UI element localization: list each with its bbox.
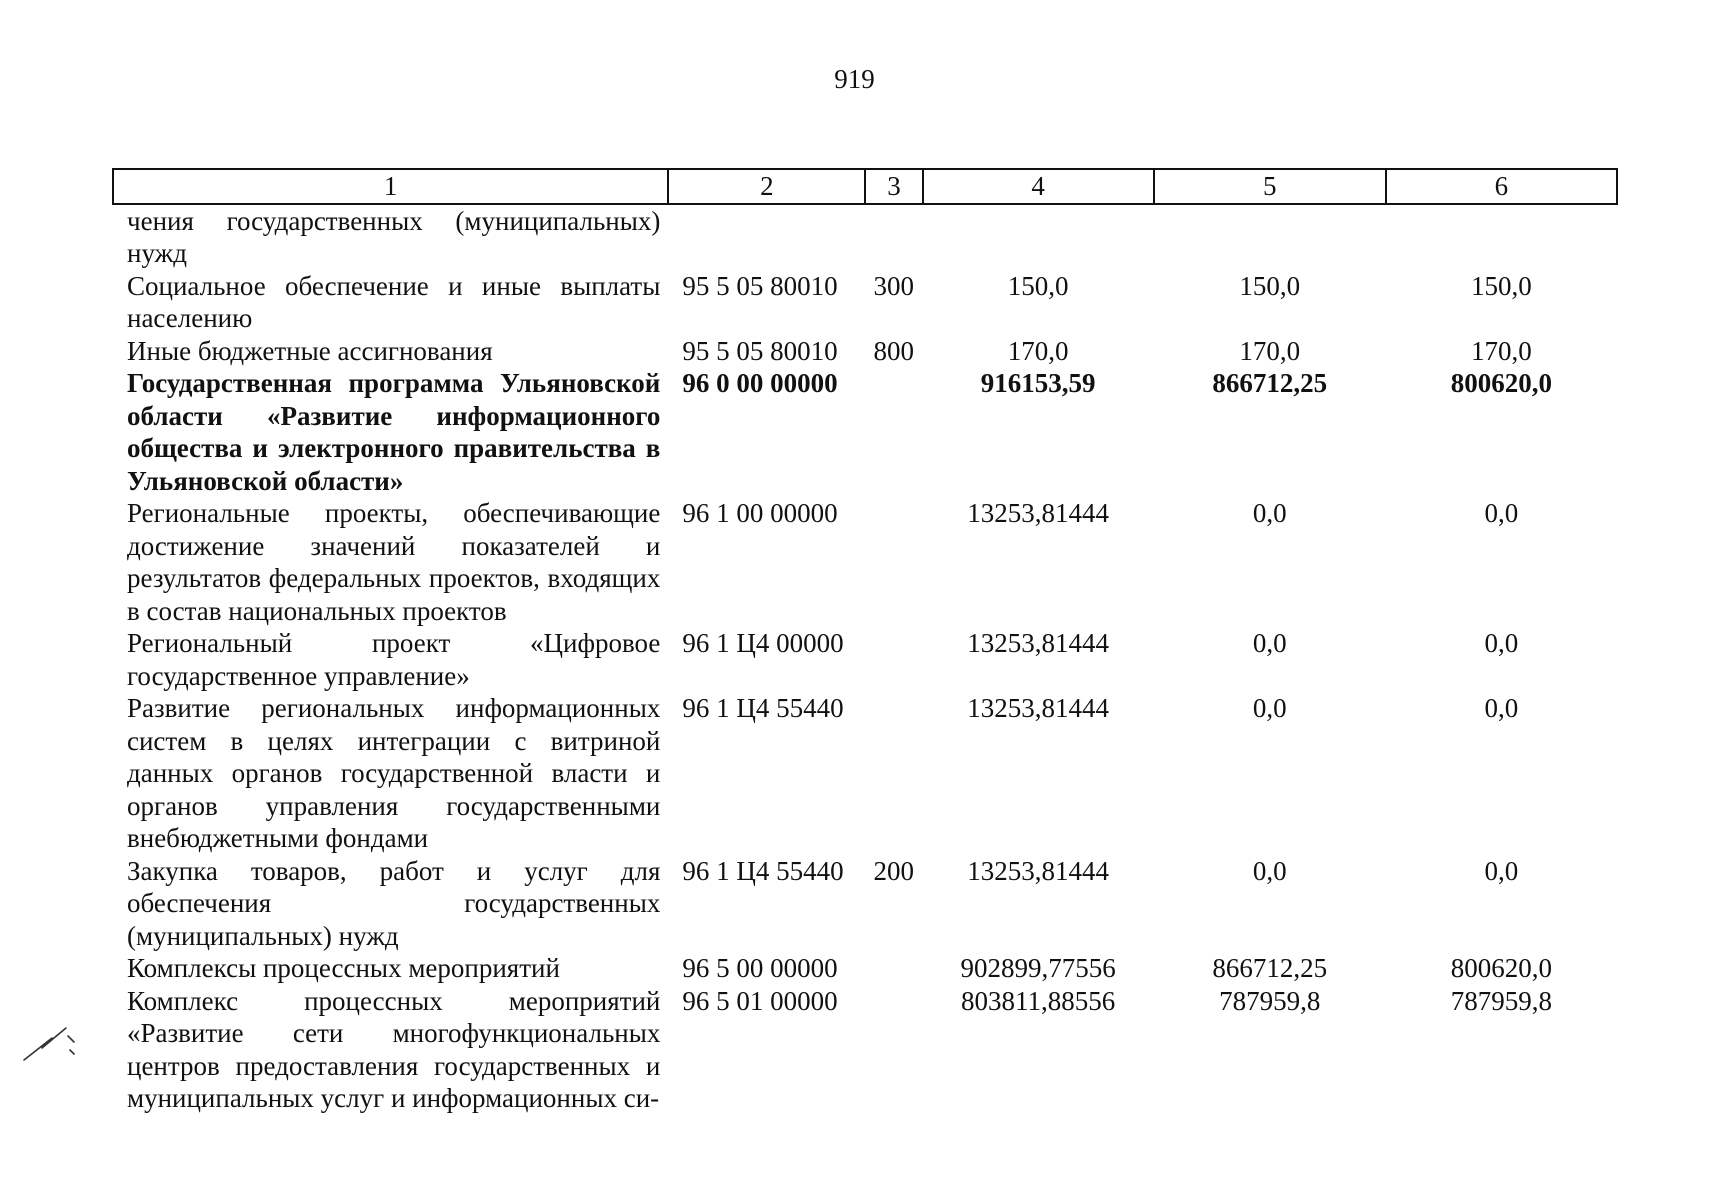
header-col-3: 3 (865, 169, 922, 204)
row-code: 95 5 05 80010 (682, 270, 838, 301)
row-value-4: 902899,77556 (960, 953, 1116, 983)
header-row (113, 169, 1617, 204)
row-value-5: 0,0 (1252, 628, 1287, 658)
table-row (113, 497, 1617, 627)
header-col-1: 1 (113, 169, 668, 204)
table-row (113, 952, 1617, 985)
row-name: Социальное обеспечение и иные выплаты населению (127, 270, 661, 333)
row-value-4: 150,0 (1007, 270, 1069, 301)
table-row (113, 985, 1617, 1115)
row-value-5: 150,0 (1239, 270, 1301, 301)
header-col-2: 2 (668, 169, 865, 204)
row-value-4: 13253,81444 (967, 693, 1109, 723)
header-col-6: 6 (1386, 169, 1617, 204)
row-value-4: 170,0 (1007, 335, 1069, 366)
table-row (113, 367, 1617, 497)
row-value-4 (923, 204, 1154, 270)
row-value-6: 0,0 (1484, 498, 1519, 528)
row-kind (865, 692, 922, 855)
row-value-6: 0,0 (1484, 693, 1519, 723)
row-code: 96 1 Ц4 00000 (682, 628, 844, 658)
row-name: Комплекс процессных мероприятий «Развитие сети многофункциональных центров предоставления государственных и муниципальных услуг и информационных си- (127, 985, 661, 1113)
row-value-6: 800620,0 (1450, 953, 1553, 983)
budget-table (112, 168, 1618, 1115)
row-kind (865, 367, 922, 497)
row-kind (865, 204, 922, 270)
row-name: Закупка товаров, работ и услуг для обеспечения государственных (муниципальных) нужд (127, 855, 661, 951)
table-row (113, 204, 1617, 270)
table-row (113, 270, 1617, 335)
row-code: 95 5 05 80010 (682, 335, 838, 366)
row-value-6: 0,0 (1484, 855, 1519, 886)
table-row (113, 627, 1617, 692)
row-name: Развитие региональных информационных систем в целях интеграции с витриной данных органов государственной власти и органов управления государственными внебюджетными фондами (127, 693, 661, 853)
header-col-4: 4 (923, 169, 1154, 204)
row-value-4: 13253,81444 (967, 498, 1109, 528)
row-code: 96 5 00 00000 (682, 953, 838, 983)
row-value-5: 0,0 (1252, 855, 1287, 886)
row-value-6: 170,0 (1471, 335, 1532, 366)
row-value-6: 0,0 (1484, 628, 1519, 658)
table-row (113, 692, 1617, 855)
row-name: Комплексы процессных мероприятий (127, 953, 560, 983)
row-code: 96 0 00 00000 (682, 368, 838, 398)
row-code: 96 5 01 00000 (682, 985, 838, 1016)
row-kind: 800 (873, 335, 914, 366)
row-value-6: 787959,8 (1450, 985, 1553, 1016)
row-name: Иные бюджетные ассигнования (127, 335, 493, 366)
row-value-5: 866712,25 (1212, 953, 1328, 983)
pen-mark (22, 1024, 82, 1064)
row-kind: 200 (873, 855, 914, 886)
row-kind (865, 497, 922, 627)
row-value-5: 787959,8 (1219, 985, 1321, 1016)
table-row (113, 335, 1617, 368)
page-number: 919 (834, 64, 875, 94)
row-code: 96 1 Ц4 55440 (682, 693, 844, 723)
row-name: Государственная программа Ульяновской области «Развитие информационного общества и электронного правительства в Ульяновской области» (127, 368, 661, 496)
row-value-6: 800620,0 (1450, 368, 1553, 398)
row-kind: 300 (873, 270, 914, 301)
row-value-5 (1154, 204, 1386, 270)
row-kind (865, 627, 922, 692)
row-name: Региональные проекты, обеспечивающие достижение значений показателей и результатов федеральных проектов, входящих в состав национальных проектов (127, 498, 661, 626)
row-code: 96 1 00 00000 (682, 498, 838, 528)
row-name: чения государственных (муниципальных) нужд (127, 205, 661, 268)
row-code: 96 1 Ц4 55440 (682, 855, 844, 886)
row-kind (865, 952, 922, 985)
row-value-4: 13253,81444 (967, 855, 1109, 886)
table-row (113, 855, 1617, 953)
row-value-4: 13253,81444 (967, 628, 1109, 658)
row-value-4: 916153,59 (980, 368, 1096, 398)
row-value-5: 170,0 (1239, 335, 1301, 366)
row-value-6 (1386, 204, 1617, 270)
row-value-6: 150,0 (1471, 270, 1532, 301)
row-code (668, 204, 865, 270)
row-kind (865, 985, 922, 1115)
header-col-5: 5 (1154, 169, 1386, 204)
row-name: Региональный проект «Цифровое государственное управление» (127, 628, 661, 691)
row-value-5: 866712,25 (1212, 368, 1328, 398)
row-value-5: 0,0 (1252, 498, 1287, 528)
row-value-5: 0,0 (1252, 693, 1287, 723)
row-value-4: 803811,88556 (960, 985, 1116, 1016)
